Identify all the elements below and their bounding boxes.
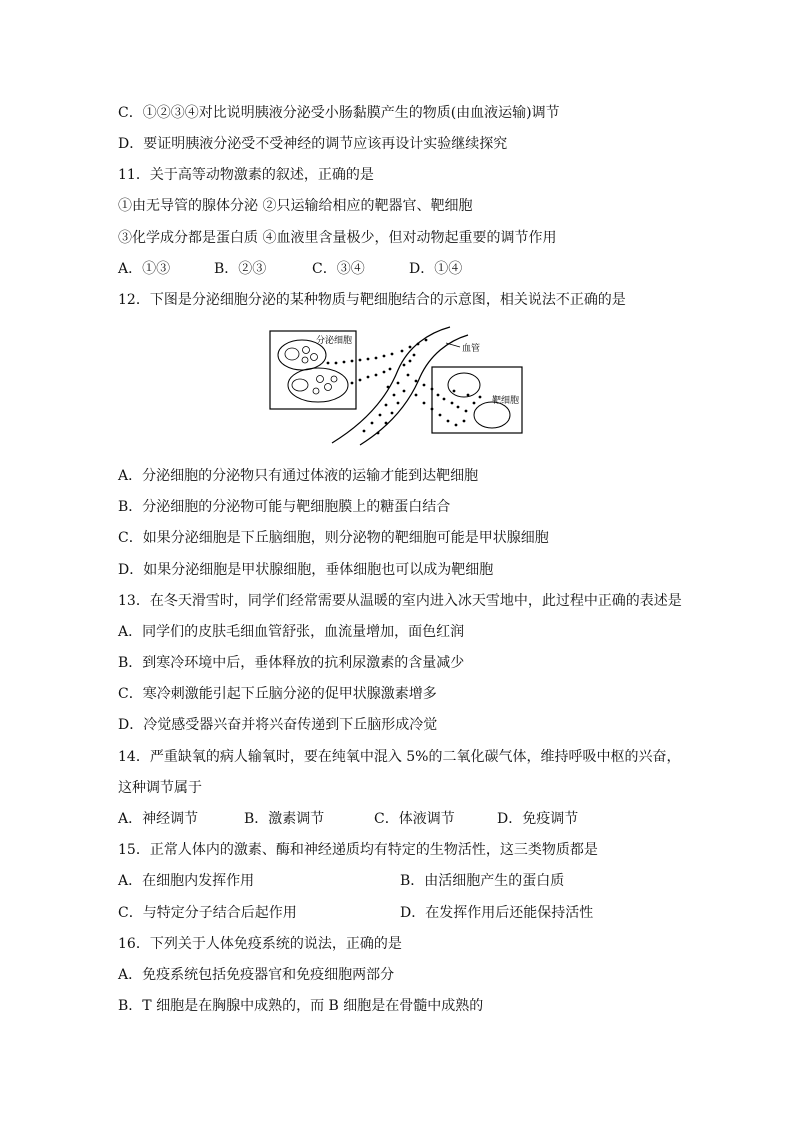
q10-option-d: D．要证明胰液分泌受不受神经的调节应该再设计实验继续探究 <box>118 136 508 152</box>
q14-option-a: A．神经调节 <box>118 811 199 827</box>
secreted-molecules <box>327 339 482 435</box>
q16-stem: 16．下列关于人体免疫系统的说法，正确的是 <box>118 936 402 952</box>
q13-option-a: A．同学们的皮肤毛细血管舒张，血流量增加，面色红润 <box>118 624 465 640</box>
q14-option-d: D．免疫调节 <box>497 811 579 827</box>
q16-option-a: A．免疫系统包括免疫器官和免疫细胞两部分 <box>118 967 395 983</box>
q14-option-b: B．激素调节 <box>244 811 325 827</box>
q12-option-a: A．分泌细胞的分泌物只有通过体液的运输才能到达靶细胞 <box>118 468 479 484</box>
q15-option-b: B．由活细胞产生的蛋白质 <box>400 873 565 889</box>
q11-option-b: B．②③ <box>214 261 267 277</box>
q13-option-d: D．冷觉感受器兴奋并将兴奋传递到下丘脑形成冷觉 <box>118 717 438 733</box>
vessel-label: 血管 <box>462 344 481 354</box>
q12-option-b: B．分泌细胞的分泌物可能与靶细胞膜上的糖蛋白结合 <box>118 499 451 515</box>
nucleus-1 <box>285 348 299 360</box>
q11-option-d: D．①④ <box>409 261 463 277</box>
q11-stem: 11．关于高等动物激素的叙述，正确的是 <box>118 167 374 183</box>
q12-stem: 12．下图是分泌细胞分泌的某种物质与靶细胞结合的示意图，相关说法不正确的是 <box>118 292 626 308</box>
q13-option-c: C．寒冷刺激能引起下丘脑分泌的促甲状腺激素增多 <box>118 686 437 702</box>
q16-option-b: B．T 细胞是在胸腺中成熟的，而 B 细胞是在骨髓中成熟的 <box>118 998 484 1014</box>
q11-option-c: C．③④ <box>312 261 365 277</box>
q10-option-c: C．①②③④对比说明胰液分泌受小肠黏膜产生的物质(由血液运输)调节 <box>118 105 560 121</box>
secretory-cell-label: 分泌细胞 <box>316 336 353 346</box>
q15-option-a: A．在细胞内发挥作用 <box>118 873 255 889</box>
secretion-diagram <box>268 325 530 447</box>
q12-option-c: C．如果分泌细胞是下丘脑细胞，则分泌物的靶细胞可能是甲状腺细胞 <box>118 530 549 546</box>
target-cell-label: 靶细胞 <box>492 396 520 406</box>
nucleus-2 <box>292 379 308 391</box>
q11-option-a: A．①③ <box>118 261 171 277</box>
q12-option-d: D．如果分泌细胞是甲状腺细胞，垂体细胞也可以成为靶细胞 <box>118 562 494 578</box>
secretory-cell-2 <box>288 368 348 402</box>
q11-statements-1: ①由无导管的腺体分泌 ②只运输给相应的靶器官、靶细胞 <box>118 198 473 214</box>
q14-stem-continued: 这种调节属于 <box>118 780 202 796</box>
q15-option-d: D．在发挥作用后还能保持活性 <box>400 905 594 921</box>
target-cell-1 <box>448 373 480 397</box>
q13-stem: 13．在冬天滑雪时，同学们经常需要从温暖的室内进入冰天雪地中，此过程中正确的表述是 <box>118 593 682 609</box>
q15-option-c: C．与特定分子结合后起作用 <box>118 905 297 921</box>
vessel-wall-right <box>360 335 468 445</box>
q14-stem: 14．严重缺氧的病人输氧时，要在纯氧中混入 5%的二氧化碳气体，维持呼吸中枢的兴奋， <box>118 749 681 765</box>
q13-option-b: B．到寒冷环境中后，垂体释放的抗利尿激素的含量减少 <box>118 655 465 671</box>
q15-stem: 15．正常人体内的激素、酶和神经递质均有特定的生物活性，这三类物质都是 <box>118 842 598 858</box>
q14-option-c: C．体液调节 <box>374 811 455 827</box>
q11-statements-2: ③化学成分都是蛋白质 ④血液里含量极少，但对动物起重要的调节作用 <box>118 230 557 246</box>
